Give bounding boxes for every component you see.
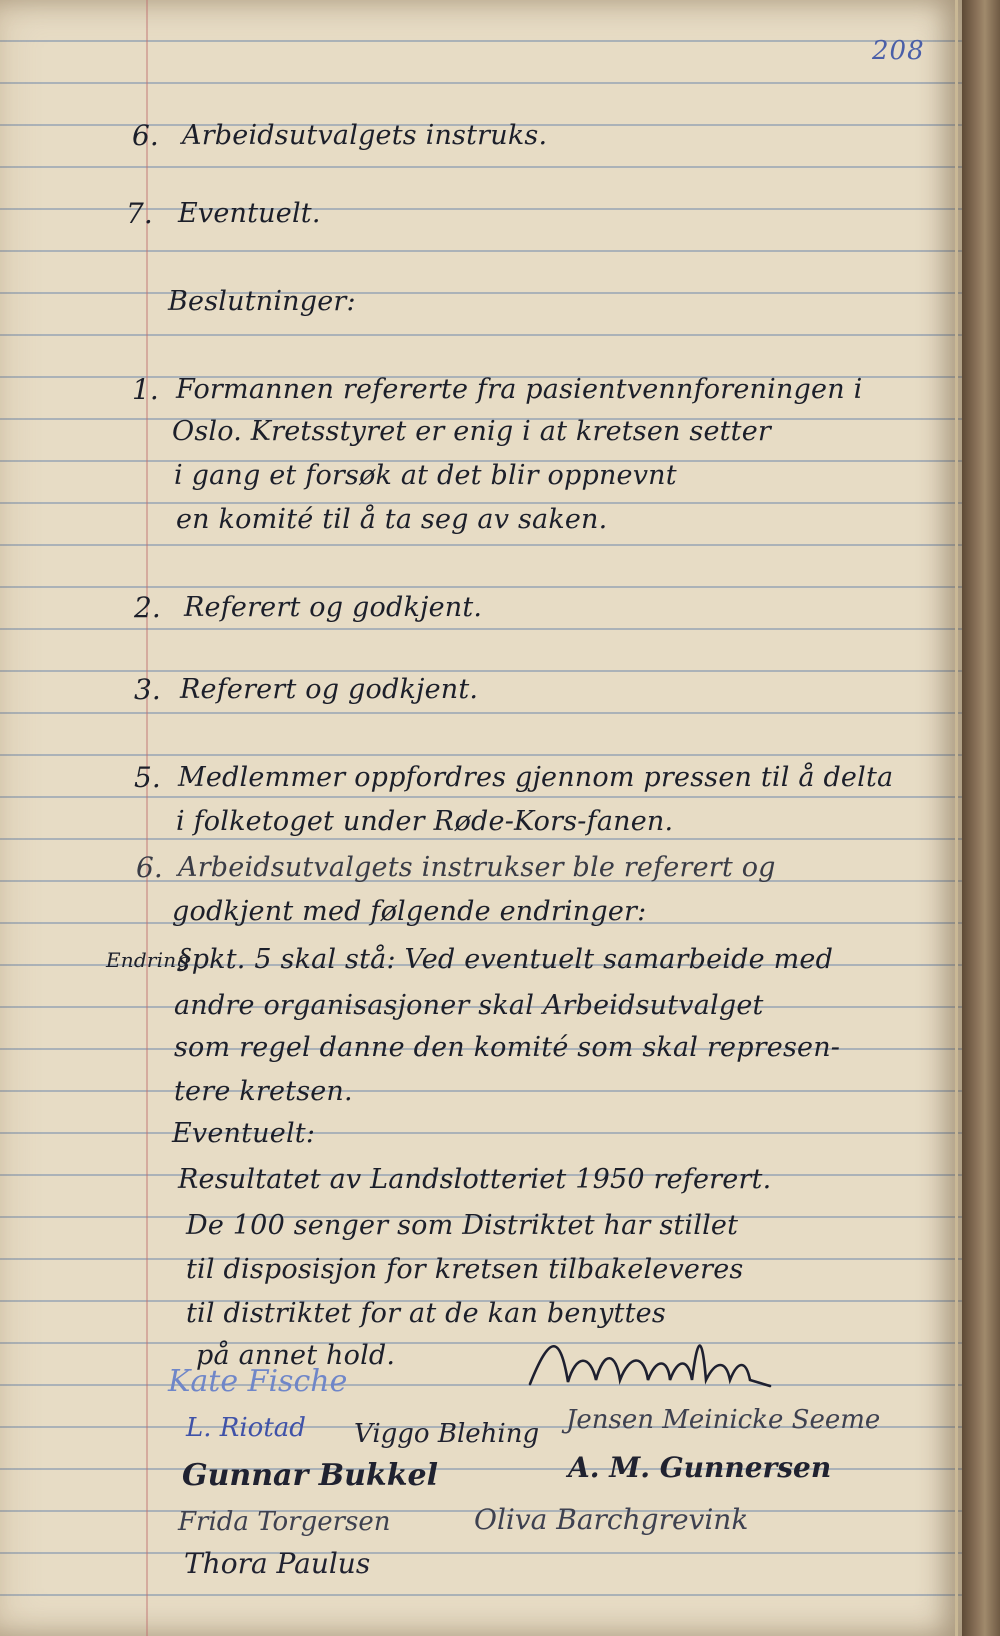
resolution-number: 6. — [136, 851, 163, 884]
signature: Oliva Barchgrevink — [474, 1503, 749, 1536]
amendment-line: som regel danne den komité som skal represen- — [174, 1032, 841, 1063]
page-number: 208 — [872, 36, 925, 66]
resolutions-heading: Beslutninger: — [168, 286, 356, 317]
amendment-line: §pkt. 5 skal stå: Ved eventuelt samarbeide med — [178, 944, 834, 975]
agenda-item-text: Arbeidsutvalgets instruks. — [182, 120, 548, 151]
signature: Gunnar Bukkel — [182, 1458, 438, 1493]
resolution-line: godkjent med følgende endringer: — [172, 896, 647, 927]
signature: Frida Torgersen — [178, 1507, 391, 1537]
resolution-number: 1. — [132, 373, 159, 406]
eventuelt-line: De 100 senger som Distriktet har stillet — [186, 1210, 739, 1241]
margin-rule — [146, 0, 148, 1636]
amendment-line: tere kretsen. — [174, 1076, 353, 1107]
agenda-number: 7. — [126, 197, 153, 230]
signature: Thora Paulus — [184, 1547, 371, 1580]
book-binding — [962, 0, 1000, 1636]
resolution-line: Oslo. Kretsstyret er enig i at kretsen setter — [172, 416, 772, 447]
resolution-line: en komité til å ta seg av saken. — [176, 504, 608, 535]
resolution-line: Arbeidsutvalgets instrukser ble referert og — [178, 852, 776, 883]
resolution-line: Formannen refererte fra pasientvennforeningen i — [176, 374, 863, 405]
resolution-number: 5. — [134, 761, 161, 794]
resolution-number: 3. — [134, 673, 161, 706]
resolution-line: Referert og godkjent. — [184, 592, 483, 623]
agenda-number: 6. — [132, 119, 159, 152]
eventuelt-line: til disposisjon for kretsen tilbakeleveres — [186, 1254, 744, 1285]
signature: Jensen Meinicke Seeme — [566, 1405, 881, 1435]
page-edge — [955, 0, 958, 1636]
resolution-number: 2. — [134, 591, 161, 624]
eventuelt-heading: Eventuelt: — [172, 1118, 316, 1149]
eventuelt-line: til distriktet for at de kan benyttes — [186, 1298, 666, 1329]
signature: Kate Fische — [168, 1364, 348, 1399]
margin-note: Endring — [106, 948, 190, 972]
resolution-line: i folketoget under Røde-Kors-fanen. — [176, 806, 674, 837]
signature: Viggo Blehing — [354, 1419, 540, 1449]
signature: L. Riotad — [186, 1413, 306, 1443]
resolution-line: Referert og godkjent. — [180, 674, 479, 705]
agenda-item-text: Eventuelt. — [178, 198, 321, 229]
resolution-line: i gang et forsøk at det blir oppnevnt — [174, 460, 677, 491]
signature: A. M. Gunnersen — [568, 1451, 832, 1484]
signature-flourish — [520, 1324, 780, 1404]
resolution-line: Medlemmer oppfordres gjennom pressen til å delta — [178, 762, 894, 793]
eventuelt-line: på annet hold. — [196, 1340, 396, 1371]
eventuelt-line: Resultatet av Landslotteriet 1950 referert. — [178, 1164, 772, 1195]
amendment-line: andre organisasjoner skal Arbeidsutvalget — [174, 990, 764, 1021]
